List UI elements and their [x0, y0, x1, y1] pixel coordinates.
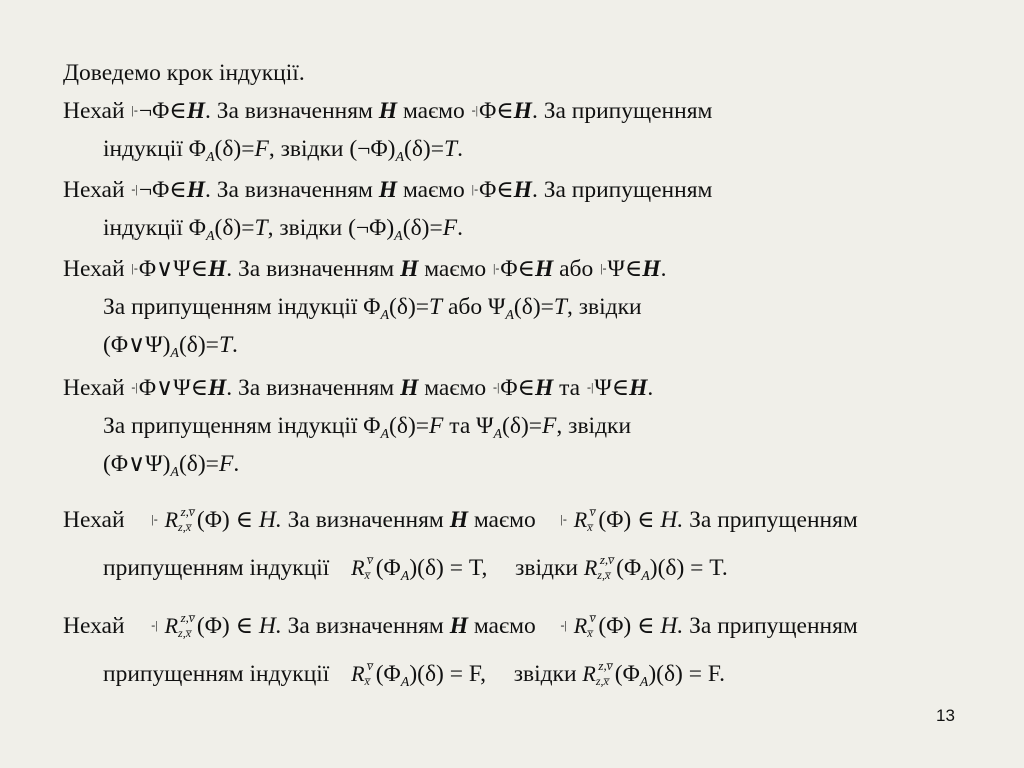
para1-line2: індукції $\Phi_A(\delta)=F$, звідки $(\neg\Phi)_A(\delta)=T$.	[103, 136, 463, 165]
page-number: 13	[936, 706, 955, 725]
para4-line1: Нехай -|Φ∨Ψ∈H. За визначенням H маємо -|Φ∈H та -|Ψ∈H.	[63, 375, 654, 401]
r-formula: Rx̅ v̅	[351, 552, 373, 582]
para4-line2: За припущенням індукції $\Phi_A(\delta)=F$ та $\Psi_A(\delta)=F$, звідки	[103, 413, 632, 442]
para4-line3: $(\Phi\vee\Psi)_A(\delta)=F$.	[103, 451, 240, 480]
para2-line1: Нехай -|¬Φ∈H. За визначенням H маємо |-Φ∈H. За припущенням	[63, 177, 713, 203]
para1-line1: Нехай |-¬Φ∈H. За визначенням H маємо -|Φ∈H. За припущенням	[63, 98, 713, 124]
para5-line2: припущенням індукції Rx̅ v̅ $(\Phi_A)(\delta) = T$, звідки Rz,x̅ z,v̅ $(\Phi_A)(\delta) = T$.	[103, 552, 728, 584]
r-formula: Rz,x̅ z,v̅	[164, 610, 195, 640]
r-formula: Rz,x̅ z,v̅	[164, 504, 195, 534]
r-formula: Rx̅ v̅	[573, 610, 596, 640]
para2-line2: індукції $\Phi_A(\delta)=T$, звідки $(\neg\Phi)_A(\delta)=F$.	[103, 215, 463, 244]
r-formula: Rx̅ v̅	[573, 504, 596, 534]
r-formula: Rz,x̅ z,v̅	[582, 658, 613, 688]
r-formula: Rz,x̅ z,v̅	[583, 552, 614, 582]
para3-line2: За припущенням індукції $\Phi_A(\delta)=T$ або $\Psi_A(\delta)=T$, звідки	[103, 294, 642, 323]
para6-line1: Нехай -| Rz,x̅ z,v̅ (Φ) ∈ H. За визначенням H маємо -| Rx̅ v̅ (Φ) ∈ H. За припущенням	[63, 610, 858, 640]
para5-line1: Нехай |- Rz,x̅ z,v̅ (Φ) ∈ H. За визначенням H маємо |- Rx̅ v̅ (Φ) ∈ H. За припущенням	[63, 504, 858, 534]
para6-line2: припущенням індукції Rx̅ v̅ $(\Phi_A)(\delta) = F$, звідки Rz,x̅ z,v̅ $(\Phi_A)(\delta) = F$.	[103, 658, 725, 690]
para3-line1: Нехай |-Φ∨Ψ∈H. За визначенням H маємо |-Φ∈H або |-Ψ∈H.	[63, 256, 667, 282]
r-formula: Rx̅ v̅	[351, 658, 373, 688]
para3-line3: $(\Phi\vee\Psi)_A(\delta)=T$.	[103, 332, 238, 361]
intro-line: Доведемо крок індукції.	[63, 60, 305, 86]
